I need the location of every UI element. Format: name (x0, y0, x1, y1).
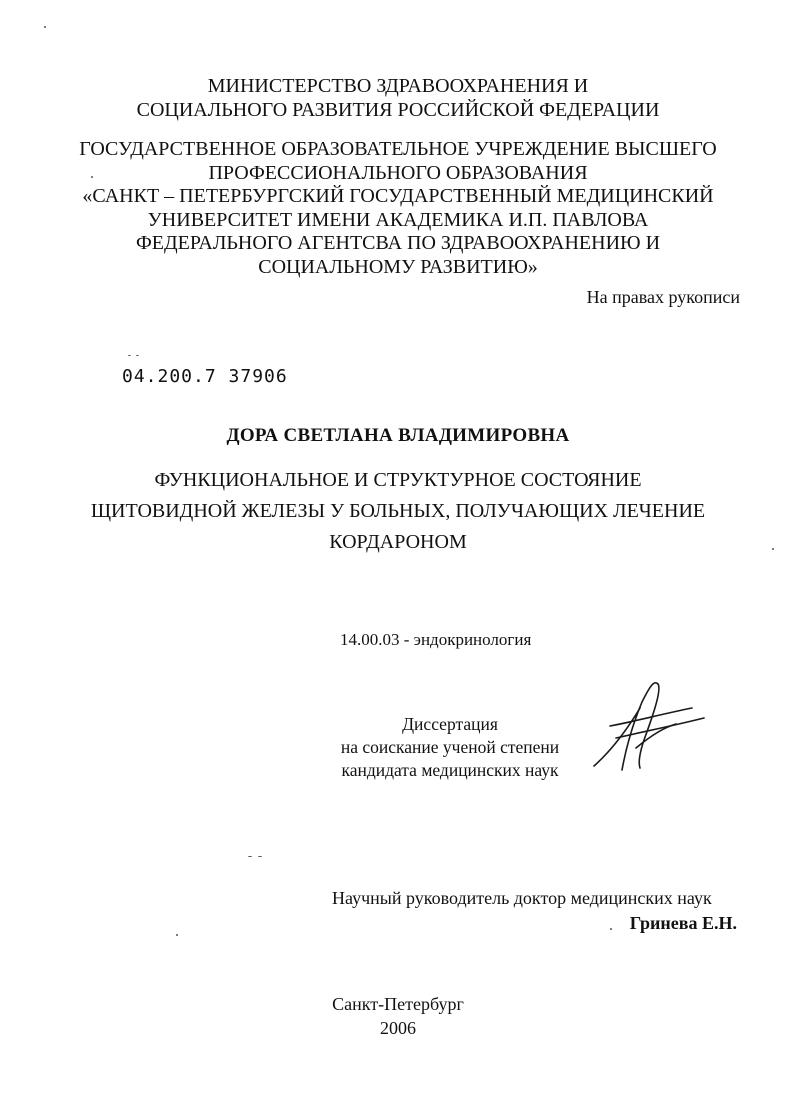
specialty-code: 14.00.03 - эндокринология (340, 630, 532, 649)
scan-speck (772, 548, 774, 550)
dissertation-title (0, 465, 796, 558)
signature-icon (592, 678, 712, 778)
degree-line: Диссертация (402, 714, 498, 734)
institution-header (0, 138, 796, 279)
scan-speck (128, 355, 131, 356)
scan-speck (91, 176, 93, 178)
degree-line: кандидата медицинских наук (341, 760, 559, 780)
institution-line: «САНКТ – ПЕТЕРБУРГСКИЙ ГОСУДАРСТВЕННЫЙ МЕДИЦИНСКИЙ (82, 185, 714, 207)
supervisor-block (332, 886, 737, 936)
scan-speck (176, 934, 178, 936)
title-line: ЩИТОВИДНОЙ ЖЕЛЕЗЫ У БОЛЬНЫХ, ПОЛУЧАЮЩИХ ЛЕЧЕНИЕ (90, 500, 706, 522)
city: Санкт-Петербург (332, 994, 464, 1014)
institution-line: ПРОФЕССИОНАЛЬНОГО ОБРАЗОВАНИЯ (208, 161, 588, 184)
supervisor-role: Научный руководитель доктор медицинских наук (332, 888, 712, 908)
ministry-header (0, 74, 796, 122)
year: 2006 (380, 1018, 416, 1038)
title-line: КОРДАРОНОМ (329, 531, 467, 553)
supervisor-name: Гринева Е.Н. (629, 913, 737, 933)
degree-line: на соискание ученой степени (340, 737, 560, 757)
scan-speck (610, 928, 612, 930)
registration-stamp: 04.200.7 37906 (122, 366, 288, 387)
institution-line: СОЦИАЛЬНОМУ РАЗВИТИЮ» (258, 255, 538, 278)
ministry-line: МИНИСТЕРСТВО ЗДРАВООХРАНЕНИЯ И (207, 75, 589, 97)
degree-block (330, 713, 570, 782)
scan-speck (248, 856, 252, 857)
institution-line: УНИВЕРСИТЕТ ИМЕНИ АКАДЕМИКА И.П. ПАВЛОВА (147, 208, 649, 231)
author-name: ДОРА СВЕТЛАНА ВЛАДИМИРОВНА (226, 425, 570, 446)
manuscript-note: На правах рукописи (586, 287, 740, 307)
scan-speck (258, 856, 262, 857)
institution-line: ФЕДЕРАЛЬНОГО АГЕНТСВА ПО ЗДРАВООХРАНЕНИЮ И (135, 232, 661, 254)
place-and-year (0, 992, 796, 1040)
scan-speck (136, 355, 139, 356)
institution-line: ГОСУДАРСТВЕННОЕ ОБРАЗОВАТЕЛЬНОЕ УЧРЕЖДЕНИЕ ВЫСШЕГО (79, 138, 717, 160)
scan-speck (44, 26, 46, 28)
title-line: ФУНКЦИОНАЛЬНОЕ И СТРУКТУРНОЕ СОСТОЯНИЕ (154, 469, 642, 491)
ministry-line: СОЦИАЛЬНОГО РАЗВИТИЯ РОССИЙСКОЙ ФЕДЕРАЦИИ (136, 99, 660, 121)
